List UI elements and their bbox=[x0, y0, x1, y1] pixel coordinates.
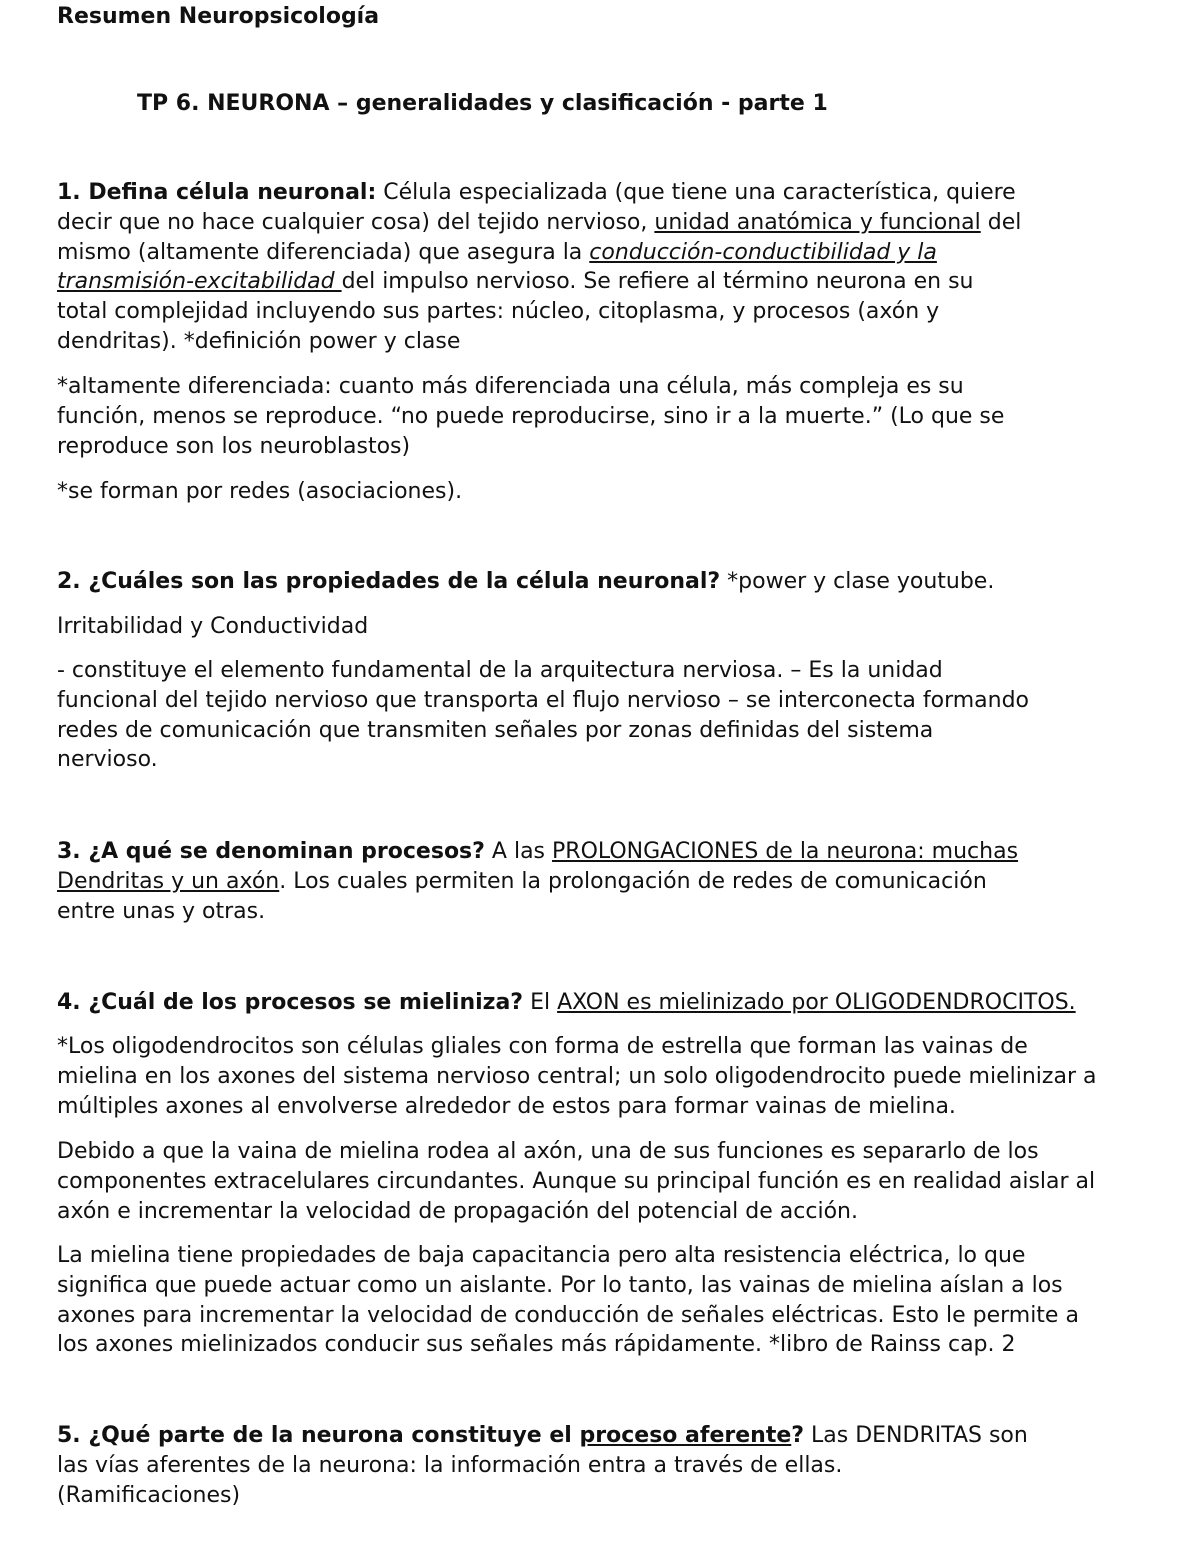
q4-heading-line: 4. ¿Cuál de los procesos se mieliniza? El AXON es mielinizado por OLIGODENDROCITOS. bbox=[57, 990, 1076, 1015]
q1-emphasis-transmision: transmisión-excitabilidad bbox=[57, 269, 342, 295]
q5-underline-aferente: proceso aferente bbox=[579, 1423, 792, 1448]
q1-paragraph: 1. Defina célula neuronal: Célula especializada (que tiene una característica, quiere decir que no hace cualquier cosa) del tejido nervioso, unidad anatómica y funcional del mismo (altamente diferenciada) que asegura la conducción-conductibilidad y la transmisión-excitabilidad del impulso nervioso. Se refiere al término neurona en su total complejidad incluyendo sus partes: núcleo, citoplasma, y procesos (axón y dendritas). *definición power y clase bbox=[57, 180, 1022, 354]
q2-properties: Irritabilidad y Conductividad bbox=[57, 614, 369, 639]
q4-oligodendrocitos: *Los oligodendrocitos son células gliales con forma de estrella que forman las vainas de mielina en los axones del sistema nervioso central; un solo oligodendrocito puede mielinizar a múltiples axones al envolverse alrededor de estos para formar vainas de mielina. bbox=[57, 1034, 1097, 1119]
q4-underline-axon: AXON es mielinizado por OLIGODENDROCITOS. bbox=[557, 990, 1076, 1015]
document-title: TP 6. NEURONA – generalidades y clasificación - parte 1 bbox=[137, 91, 828, 116]
q1-emphasis-conduccion: conducción-conductibilidad y la bbox=[589, 239, 937, 265]
q3-heading: 3. ¿A qué se denominan procesos? bbox=[57, 839, 485, 864]
q2-heading-line: 2. ¿Cuáles son las propiedades de la célula neuronal? *power y clase youtube. bbox=[57, 569, 995, 594]
q1-note-diferenciada: *altamente diferenciada: cuanto más diferenciada una célula, más compleja es su función, menos se reproduce. “no puede reproducirse, sino ir a la muerte.” (Lo que se reproduce son los neuroblastos) bbox=[57, 374, 1005, 459]
q1-underline-unidad: unidad anatómica y funcional bbox=[654, 209, 981, 235]
q3-paragraph: 3. ¿A qué se denominan procesos? A las PROLONGACIONES de la neurona: muchas Dendritas y un axón. Los cuales permiten la prolongación de redes de comunicación entre unas y otras. bbox=[57, 839, 1019, 924]
q4-vaina: Debido a que la vaina de mielina rodea al axón, una de sus funciones es separarlo de los componentes extracelulares circundantes. Aunque su principal función es en realidad aislar al axón e incrementar la velocidad de propagación del potencial de acción. bbox=[57, 1139, 1096, 1224]
q1-note-redes: *se forman por redes (asociaciones). bbox=[57, 479, 463, 504]
q2-description: - constituye el elemento fundamental de la arquitectura nerviosa. – Es la unidad funcional del tejido nervioso que transporta el flujo nervioso – se interconecta formando redes de comunicación que transmiten señales por zonas definidas del sistema nervioso. bbox=[57, 658, 1030, 773]
q4-mielina: La mielina tiene propiedades de baja capacitancia pero alta resistencia eléctrica, lo que significa que puede actuar como un aislante. Por lo tanto, las vainas de mielina aíslan a los axones para incrementar la velocidad de conducción de señales eléctricas. Esto le permite a los axones mielinizados conducir sus señales más rápidamente. *libro de Rainss cap. 2 bbox=[57, 1243, 1079, 1358]
q2-heading: 2. ¿Cuáles son las propiedades de la célula neuronal? bbox=[57, 569, 721, 594]
q5-heading: 5. ¿Qué parte de la neurona constituye el proceso aferente? bbox=[57, 1423, 805, 1448]
q5-paragraph: 5. ¿Qué parte de la neurona constituye el proceso aferente? Las DENDRITAS son las vías aferentes de la neurona: la información entra a través de ellas. (Ramificaciones) bbox=[57, 1423, 1028, 1508]
q1-heading: 1. Defina célula neuronal: bbox=[57, 180, 377, 205]
q3-underline-dendritas: Dendritas y un axón bbox=[57, 868, 280, 894]
q3-underline-prolongaciones: PROLONGACIONES de la neurona: muchas bbox=[552, 839, 1019, 864]
q4-heading: 4. ¿Cuál de los procesos se mieliniza? bbox=[57, 990, 524, 1015]
document-header: Resumen Neuropsicología bbox=[57, 4, 380, 29]
